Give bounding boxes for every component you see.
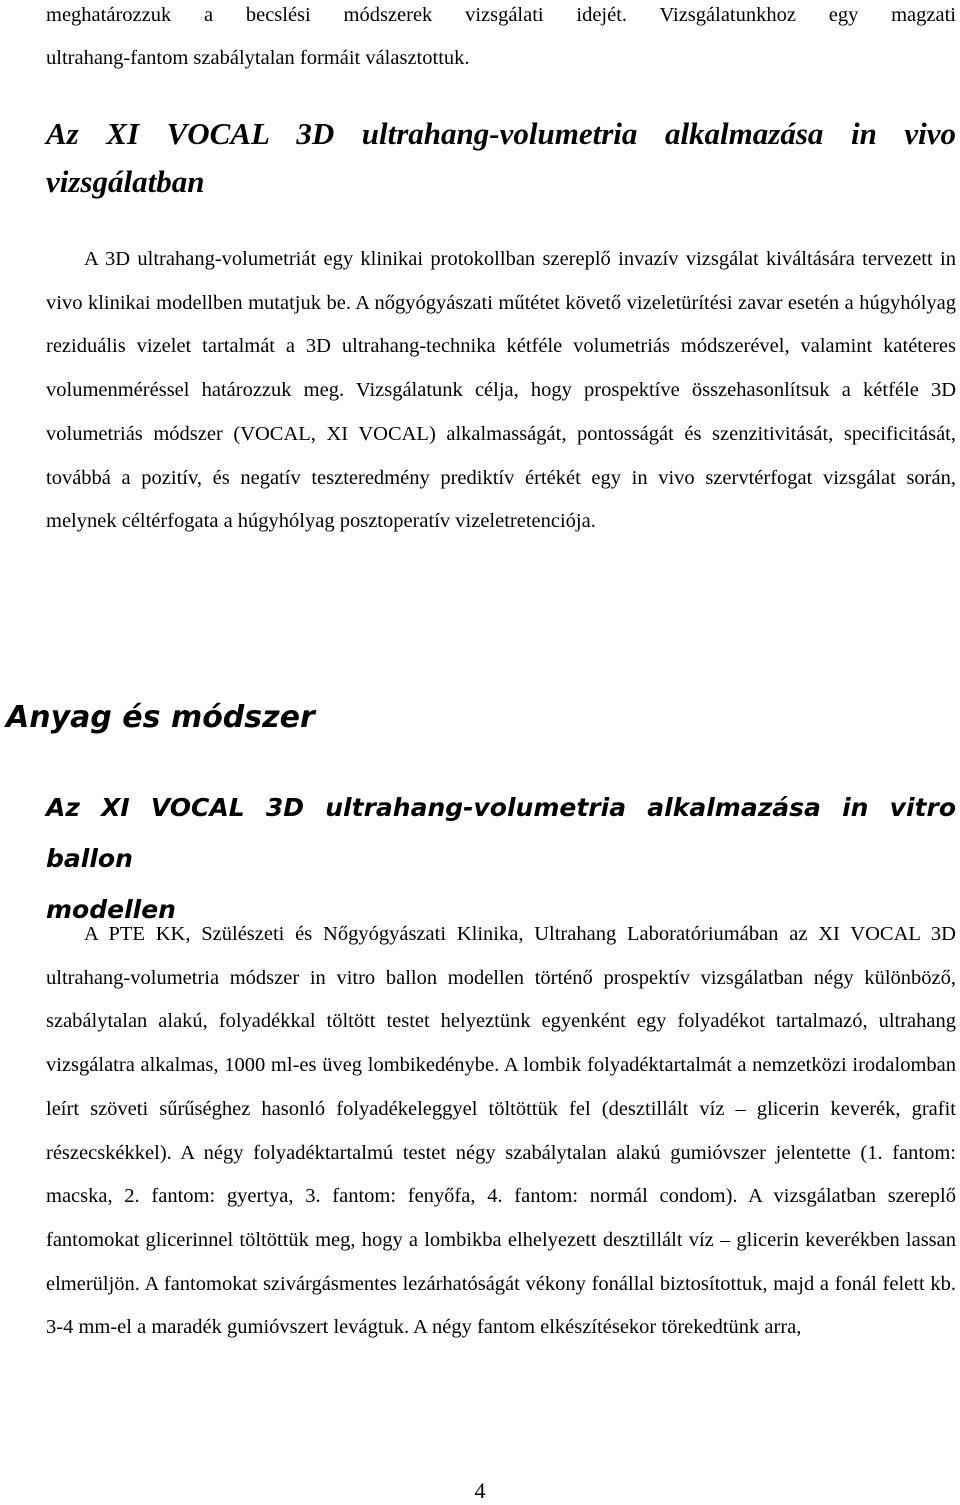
invivo-heading-line1: Az XI VOCAL 3D ultrahang-volumetria alkalmazása in vivo bbox=[46, 116, 956, 151]
invivo-heading bbox=[46, 110, 956, 206]
intro-line-2: ultrahang-fantom szabálytalan formáit választottuk. bbox=[46, 47, 470, 69]
invivo-heading-line2: vizsgálatban bbox=[46, 164, 205, 199]
methods-subheading-line1: Az XI VOCAL 3D ultrahang-volumetria alkalmazása in vitro ballon bbox=[46, 793, 956, 873]
page-number: 4 bbox=[474, 1478, 486, 1503]
methods-subheading-line2: modellen bbox=[46, 895, 176, 924]
invivo-paragraph: A 3D ultrahang-volumetriát egy klinikai protokollban szereplő invazív vizsgálat kiváltására tervezett in vivo klinikai modellben mutatjuk be. A nőgyógyászati műtétet követő vizeletürítési zavar esetén a húgyhólyag reziduális vizelet tartalmát a 3D ultrahang-technika kétféle volumetriás módszerével, valamint katéteres volumenméréssel határozzuk meg. Vizsgálatunk célja, hogy prospektíve összehasonlítsuk a kétféle 3D volumetriás módszer (VOCAL, XI VOCAL) alkalmasságát, pontosságát és szenzitivitását, specificitását, továbbá a pozitív, és negatív teszteredmény prediktív értékét egy in vivo szervtérfogat vizsgálat során, melynek céltérfogata a húgyhólyag posztoperatív vizeletretenciója. bbox=[46, 248, 956, 533]
intro-line-1: meghatározzuk a becslési módszerek vizsgálati idejét. Vizsgálatunkhoz egy magzati bbox=[46, 4, 956, 26]
methods-heading: Anyag és módszer bbox=[6, 700, 315, 735]
methods-paragraph: A PTE KK, Szülészeti és Nőgyógyászati Klinika, Ultrahang Laboratóriumában az XI VOCAL 3D ultrahang-volumetria módszer in vitro ballon modellen történő prospektív vizsgálatban négy különböző, szabálytalan alakú, folyadékkal töltött testet helyeztünk egyenként egy folyadékot tartalmazó, ultrahang vizsgálatra alkalmas, 1000 ml-es üveg lombikedénybe. A lombik folyadéktartalmát a nemzetközi irodalomban leírt szöveti sűrűséghez hasonló folyadékeleggyel töltöttük fel (desztillált víz – glicerin keverék, grafit részecskékkel). A négy folyadéktartalmú testet négy szabálytalan alakú gumióvszer jelentette (1. fantom: macska, 2. fantom: gyertya, 3. fantom: fenyőfa, 4. fantom: normál condom). A vizsgálatban szereplő fantomokat glicerinnel töltöttük meg, hogy a lombikba elhelyezett desztillált víz – glicerin keverékben lassan elmerüljön. A fantomokat szivárgásmentes lezárhatóságát vékony fonállal biztosítottuk, majd a fonál felett kb. 3-4 mm-el a maradék gumióvszert levágtuk. A négy fantom elkészítésekor törekedtünk arra, bbox=[46, 923, 956, 1339]
